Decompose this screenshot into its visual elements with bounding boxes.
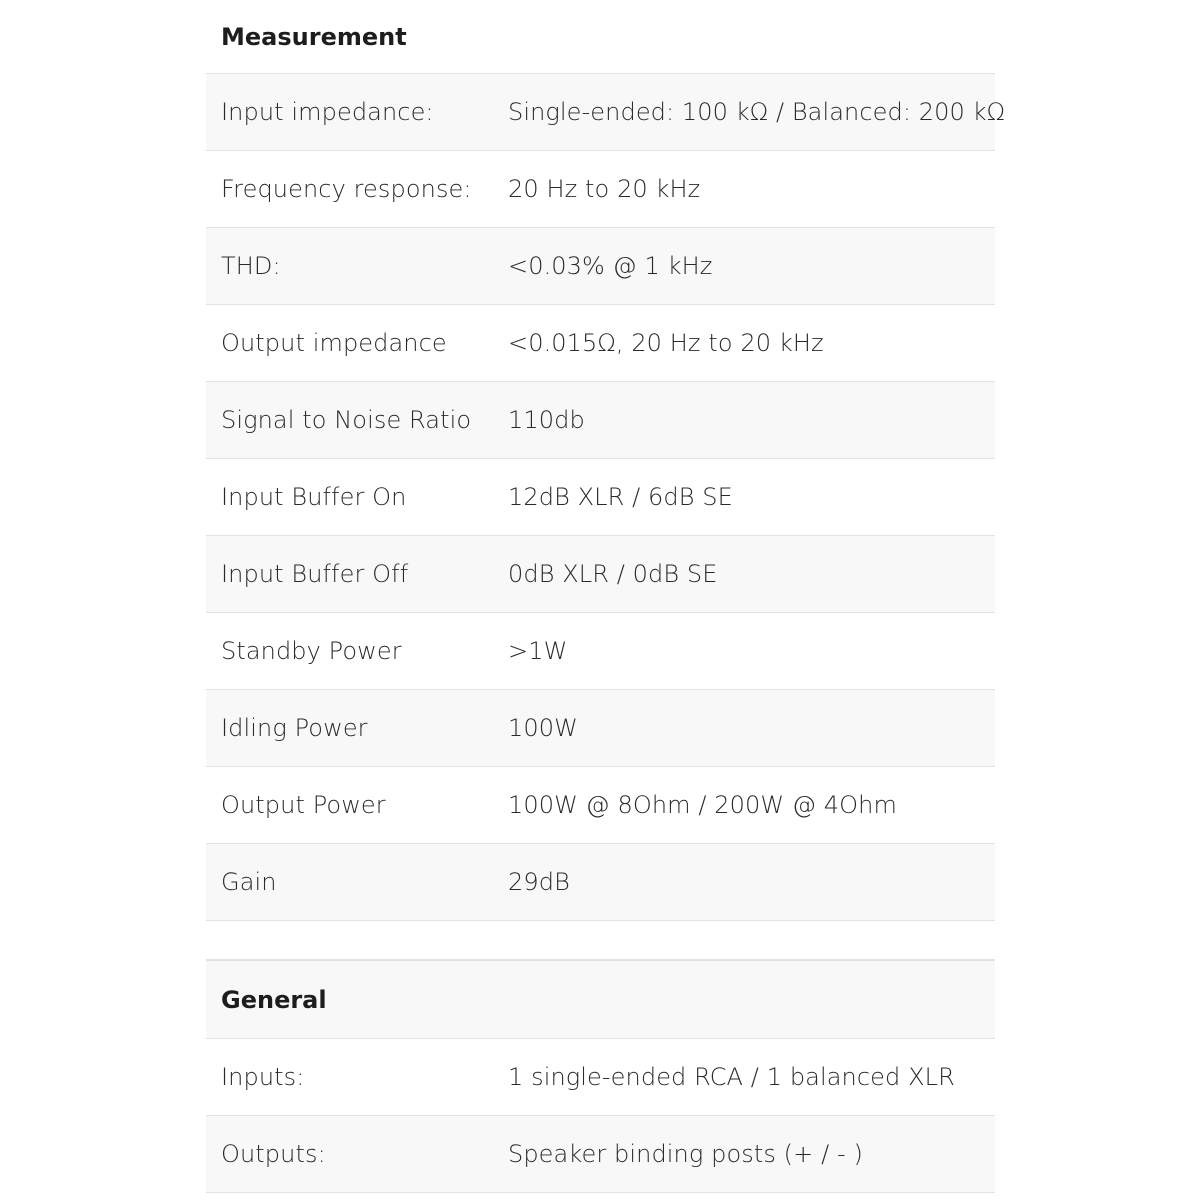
spec-row-output-impedance	[206, 305, 995, 382]
spec-row-frequency-response	[206, 151, 995, 228]
spec-row-outputs	[206, 1116, 995, 1193]
spec-value: 110db	[508, 406, 585, 434]
spec-value: 100W @ 8Ohm / 200W @ 4Ohm	[508, 791, 897, 819]
spec-value: Speaker binding posts (+ / - )	[508, 1140, 863, 1168]
spec-value: 12dB XLR / 6dB SE	[508, 483, 733, 511]
spec-row-input-buffer-off	[206, 536, 995, 613]
spec-row-idling-power	[206, 690, 995, 767]
spec-label: Input Buffer Off	[221, 560, 409, 588]
spec-value: 0dB XLR / 0dB SE	[508, 560, 718, 588]
spec-row-gain	[206, 844, 995, 921]
general-table	[206, 961, 995, 1193]
general-header-row	[206, 961, 995, 1039]
spec-label: Output impedance	[221, 329, 447, 357]
spec-label: Input Buffer On	[221, 483, 407, 511]
spec-label: Gain	[221, 868, 277, 896]
spec-label: Outputs:	[221, 1140, 326, 1168]
measurement-heading: Measurement	[221, 22, 407, 51]
spec-label: Frequency response:	[221, 175, 472, 203]
spec-row-output-power	[206, 767, 995, 844]
measurement-header-row	[206, 0, 995, 74]
spec-label: THD:	[221, 252, 281, 280]
spec-value: 20 Hz to 20 kHz	[508, 175, 701, 203]
spec-label: Standby Power	[221, 637, 402, 665]
spec-row-input-impedance	[206, 74, 1006, 151]
measurement-table	[206, 0, 1006, 921]
spec-value: 29dB	[508, 868, 570, 896]
spec-value: <0.015Ω, 20 Hz to 20 kHz	[508, 329, 824, 357]
spec-value: 100W	[508, 714, 578, 742]
spec-value: >1W	[508, 637, 568, 665]
spec-label: Idling Power	[221, 714, 368, 742]
spec-label: Signal to Noise Ratio	[221, 406, 472, 434]
spec-value: Single-ended: 100 kΩ / Balanced: 200 kΩ	[508, 98, 1006, 126]
spec-row-standby-power	[206, 613, 995, 690]
spec-value: <0.03% @ 1 kHz	[508, 252, 713, 280]
spec-row-inputs	[206, 1039, 995, 1116]
spec-row-thd	[206, 228, 995, 305]
spec-label: Inputs:	[221, 1063, 305, 1091]
spec-row-input-buffer-on	[206, 459, 995, 536]
spec-sheet	[206, 0, 1006, 1193]
spec-value: 1 single-ended RCA / 1 balanced XLR	[508, 1063, 955, 1091]
spec-label: Output Power	[221, 791, 386, 819]
general-heading: General	[221, 985, 327, 1014]
spec-label: Input impedance:	[221, 98, 434, 126]
spec-row-signal-to-noise	[206, 382, 995, 459]
section-divider	[206, 921, 995, 961]
